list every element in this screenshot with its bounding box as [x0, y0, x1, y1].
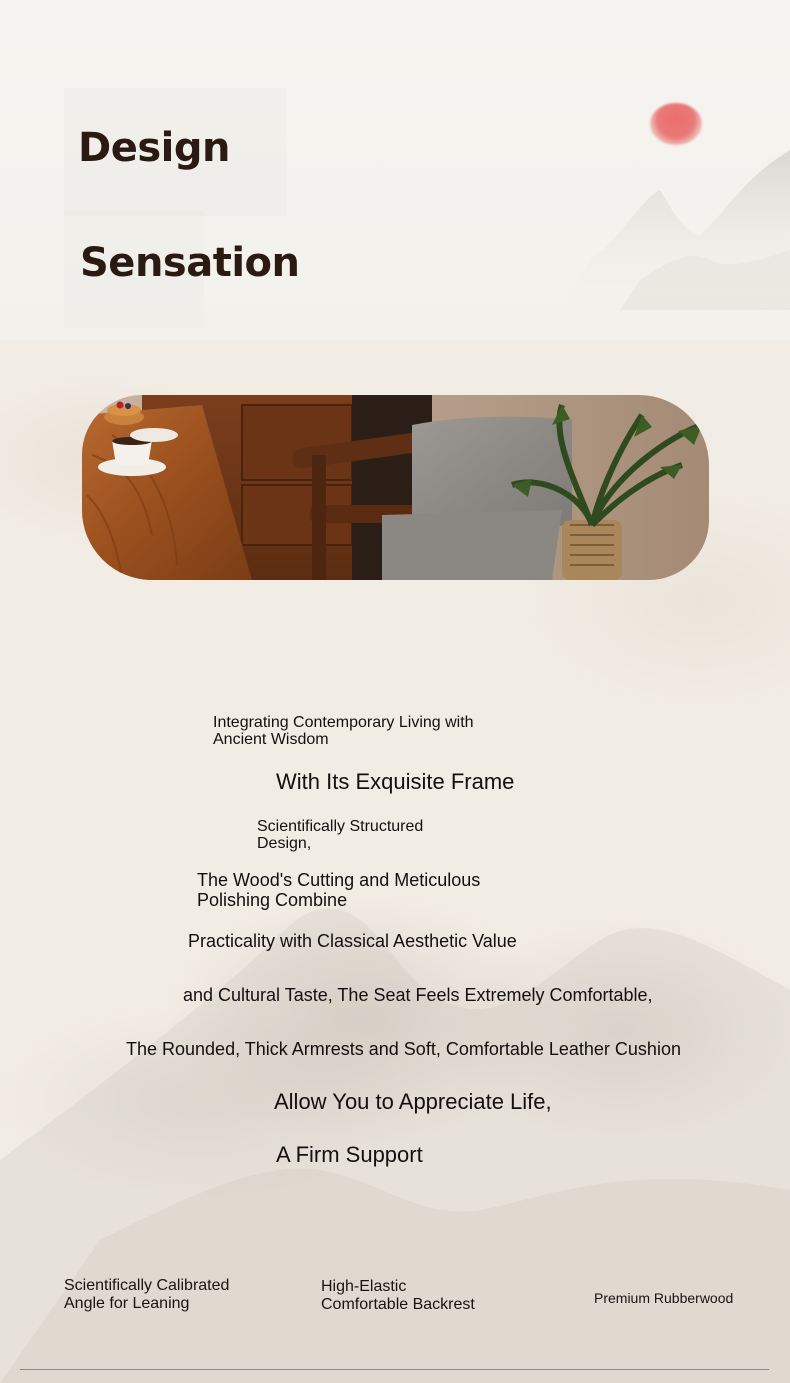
feature-label: Comfortable Backrest: [321, 1296, 475, 1313]
body-text-line: Allow You to Appreciate Life,: [274, 1089, 552, 1114]
product-photo: [82, 395, 709, 580]
body-text-line: With Its Exquisite Frame: [276, 769, 515, 794]
body-text-line: Integrating Contemporary Living with: [213, 714, 474, 731]
feature-label: Premium Rubberwood: [594, 1290, 734, 1306]
sun-icon: [650, 103, 702, 145]
hero-section: [0, 0, 790, 340]
body-text-line: Design,: [257, 835, 312, 852]
hero-title-line2: Sensation: [80, 240, 300, 286]
body-text-line: Ancient Wisdom: [213, 731, 329, 748]
hero-title-line1: Design: [78, 125, 230, 171]
divider: [20, 1369, 769, 1370]
body-text-line: Polishing Combine: [197, 890, 348, 910]
body-text-line: and Cultural Taste, The Seat Feels Extremely Comfortable,: [183, 985, 653, 1005]
body-text-line: Practicality with Classical Aesthetic Value: [188, 931, 517, 951]
feature-label: Scientifically Calibrated: [64, 1277, 230, 1294]
furniture-photo-icon: [82, 395, 709, 580]
body-text-line: The Rounded, Thick Armrests and Soft, Comfortable Leather Cushion: [126, 1039, 681, 1059]
body-text-line: The Wood's Cutting and Meticulous: [197, 870, 481, 890]
feature-label: Angle for Leaning: [64, 1295, 190, 1312]
body-text-line: Scientifically Structured: [257, 818, 424, 835]
feature-label: High-Elastic: [321, 1278, 407, 1295]
body-text-line: A Firm Support: [276, 1142, 423, 1167]
